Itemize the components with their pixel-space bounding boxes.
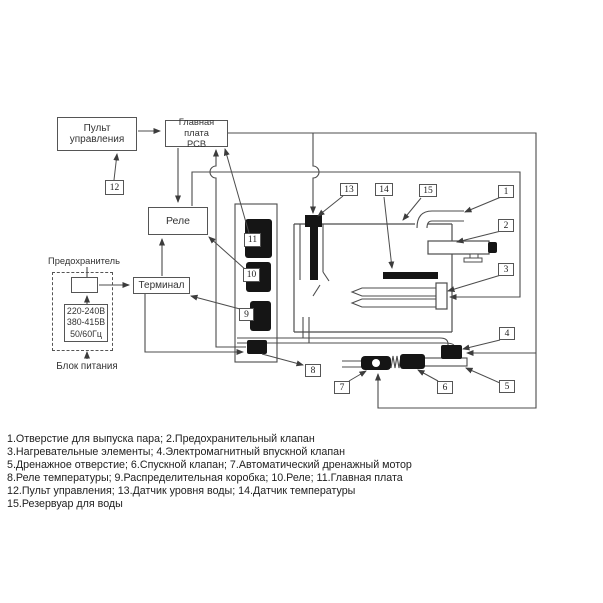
callout-9: 9 (239, 308, 254, 321)
wire-pcb-to-level-sensor (313, 133, 319, 213)
level-sensor-probe (310, 227, 318, 280)
callout-10: 10 (243, 268, 260, 282)
fuse-label: Предохранитель (48, 256, 120, 266)
inlet-solenoid-valve (441, 345, 462, 359)
wire-terminal-to-thermal-relay (145, 294, 243, 352)
drain-valve (400, 354, 425, 369)
thermal-relay-component (247, 340, 267, 354)
leader-10 (209, 237, 246, 270)
heating-element-rod-2 (352, 299, 438, 307)
legend-line-6: 15.Резервуар для воды (7, 498, 123, 510)
terminal-box (133, 277, 190, 294)
steam-pipe-outer (417, 211, 464, 228)
main-board-box (165, 117, 228, 149)
heating-element-flange (436, 283, 447, 309)
temperature-sensor (383, 272, 438, 279)
leader-1 (465, 197, 501, 212)
leader-8 (262, 354, 303, 365)
safety-valve-base (464, 258, 482, 262)
components-group (245, 215, 497, 370)
leader-15 (403, 198, 421, 220)
legend-line-3: 5.Дренажное отверстие; 6.Спускной клапан; 7.Автоматический дренажный мотор (7, 459, 412, 471)
main-board-label-line1: Главная плата (178, 117, 215, 139)
fill-pipe-top (237, 338, 448, 351)
relay-box (148, 207, 208, 235)
callout-5: 5 (499, 380, 515, 393)
drain-motor-hub (372, 359, 380, 367)
safety-valve-body (428, 241, 489, 254)
legend (7, 433, 437, 511)
leader-14 (384, 197, 392, 268)
drain-stub (342, 361, 362, 367)
callout-6: 6 (437, 381, 453, 394)
control-panel-label-line1: Пульт (83, 122, 111, 134)
voltage-box (64, 304, 108, 342)
callout-2: 2 (498, 219, 514, 232)
voltage-line-1: 220-240В (66, 305, 106, 316)
callout-1: 1 (498, 185, 514, 198)
voltage-line-3: 50/60Гц (70, 328, 102, 339)
voltage-line-2: 380-415В (66, 317, 106, 328)
callout-3: 3 (498, 263, 514, 276)
leader-2 (457, 231, 501, 242)
terminal-label: Терминал (138, 279, 185, 291)
fill-pipe-bottom (237, 343, 454, 351)
callout-11: 11 (244, 233, 261, 247)
relay-label: Реле (166, 214, 190, 227)
legend-line-4: 8.Реле температуры; 9.Распределительная коробка; 10.Реле; 11.Главная плата (7, 472, 403, 484)
callout-7: 7 (334, 381, 350, 394)
power-supply-label: Блок питания (56, 361, 118, 372)
leader-13 (318, 196, 343, 216)
leader-4 (463, 340, 500, 349)
callout-8: 8 (305, 364, 321, 377)
leader-6 (418, 370, 438, 381)
drain-spring (391, 356, 401, 368)
fuse-box (71, 277, 98, 293)
leader-11 (225, 149, 249, 233)
level-sensor-cap (305, 215, 322, 227)
safety-valve-stem (470, 254, 478, 258)
callout-15: 15 (419, 184, 437, 197)
safety-valve-knob (488, 242, 497, 253)
control-panel-label-line2: управления (69, 134, 125, 145)
leader-12 (114, 154, 117, 180)
legend-line-5: 12.Пульт управления; 13.Датчик уровня воды; 14.Датчик температуры (7, 485, 356, 497)
main-board-label-line2: PCB (186, 138, 207, 149)
callout-13: 13 (340, 183, 358, 196)
callout-14: 14 (375, 183, 393, 196)
leader-7 (349, 371, 366, 381)
leader-5 (466, 368, 500, 383)
legend-line-1: 1.Отверстие для выпуска пара; 2.Предохранительный клапан (7, 433, 315, 445)
leader-3 (448, 275, 501, 291)
callout-12: 12 (105, 180, 124, 195)
callout-4: 4 (499, 327, 515, 340)
drain-outlet-pipe (424, 358, 467, 366)
control-panel-box (57, 117, 137, 151)
heating-element-rod-1 (352, 288, 438, 296)
legend-line-2: 3.Нагревательные элементы; 4.Электромагнитный впускной клапан (7, 446, 345, 458)
